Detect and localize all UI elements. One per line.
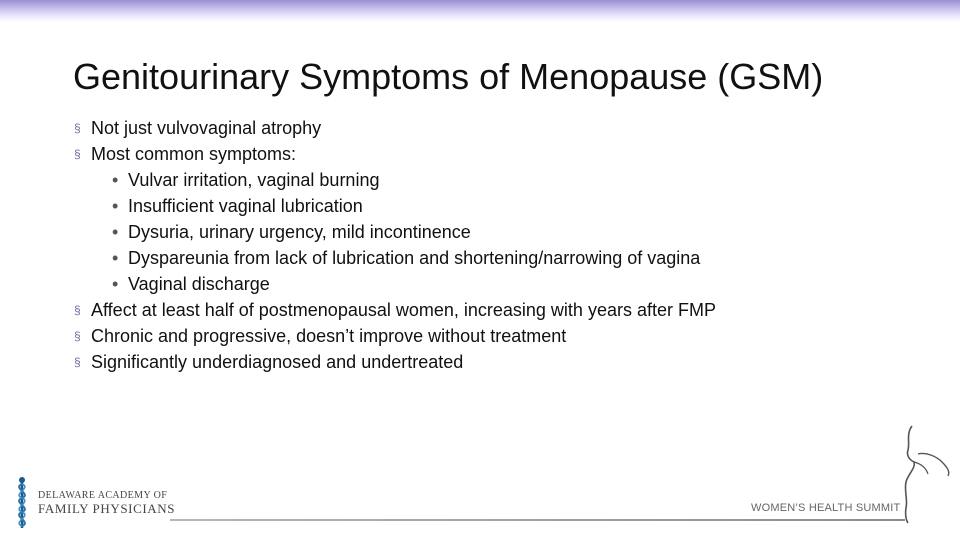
bullet-marker: § <box>74 303 81 317</box>
female-silhouette-icon <box>896 424 952 524</box>
sub-bullet-marker: • <box>112 196 119 216</box>
caduceus-icon <box>10 476 34 530</box>
summit-label: WOMEN’S HEALTH SUMMIT <box>751 502 901 514</box>
sub-bullet-list <box>74 170 774 295</box>
sub-bullet-marker: • <box>112 170 119 190</box>
sub-bullet-text: Dyspareunia from lack of lubrication and shortening/narrowing of vagina <box>128 248 701 268</box>
bullet-item <box>74 352 774 373</box>
bullet-item <box>74 300 751 321</box>
bullet-item <box>74 326 774 347</box>
bullet-text: Not just vulvovaginal atrophy <box>91 118 322 138</box>
sub-bullet-text: Insufficient vaginal lubrication <box>128 196 363 216</box>
bullet-marker: § <box>74 355 81 369</box>
slide-body <box>74 118 774 378</box>
org-name-line1: DELAWARE ACADEMY OF <box>38 490 168 501</box>
sub-bullet-marker: • <box>112 248 119 268</box>
bullet-text: Significantly underdiagnosed and undertreated <box>91 352 464 372</box>
sub-bullet-text: Vaginal discharge <box>128 274 270 294</box>
sub-bullet-item <box>74 274 774 295</box>
sub-bullet-item <box>74 222 774 243</box>
bullet-text: Chronic and progressive, doesn’t improve without treatment <box>91 326 567 346</box>
header-band <box>0 0 960 22</box>
footer-divider <box>170 519 905 521</box>
bullet-marker: § <box>74 147 81 161</box>
bullet-text: Most common symptoms: <box>91 144 297 164</box>
sub-bullet-marker: • <box>112 274 119 294</box>
sub-bullet-item <box>74 170 774 191</box>
bullet-marker: § <box>74 121 81 135</box>
sub-bullet-marker: • <box>112 222 119 242</box>
slide-title: Genitourinary Symptoms of Menopause (GSM) <box>73 56 824 97</box>
bullet-item <box>74 144 774 165</box>
bullet-item <box>74 118 774 139</box>
sub-bullet-text: Dysuria, urinary urgency, mild incontinence <box>128 222 471 242</box>
sub-bullet-item <box>74 248 768 269</box>
sub-bullet-text: Vulvar irritation, vaginal burning <box>128 170 380 190</box>
bullet-marker: § <box>74 329 81 343</box>
bullet-text: Affect at least half of postmenopausal women, increasing with years after FMP <box>91 300 716 320</box>
sub-bullet-item <box>74 196 774 217</box>
org-name-line2: FAMILY PHYSICIANS <box>38 501 176 516</box>
